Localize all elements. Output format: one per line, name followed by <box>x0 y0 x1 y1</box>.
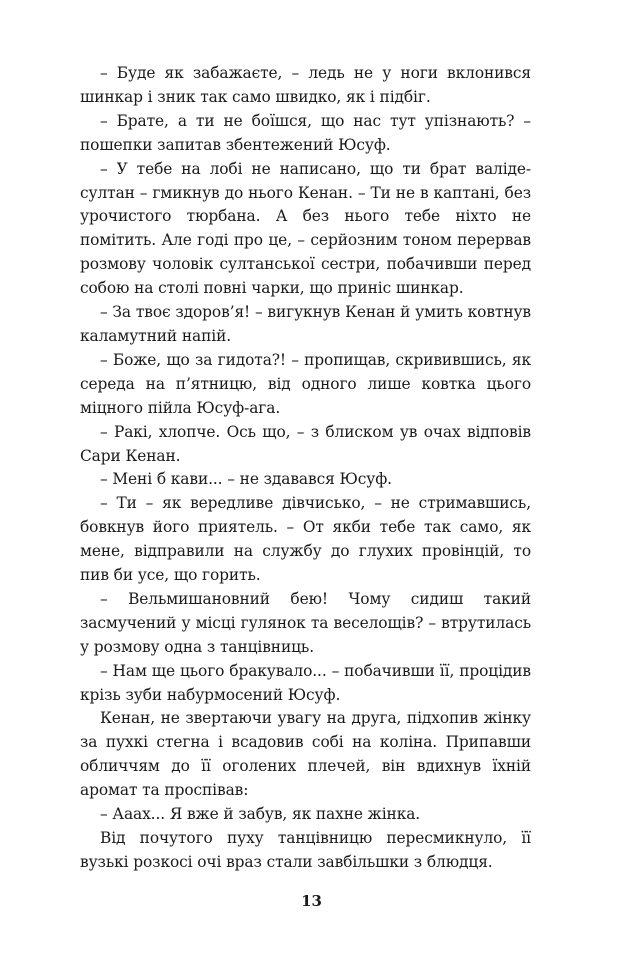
paragraph: – Буде як забажаєте, – ледь не у ноги вклонився шинкар і зник так само швидко, як і підбіг. <box>80 64 531 106</box>
paragraph: Кенан, не звертаючи увагу на друга, підхопив жінку за пухкі стегна і всадовив собі на коліна. Припавши обличчям до її оголених плечей, він вдихнув їхній аромат та проспівав: <box>80 709 531 800</box>
paragraph: – Ракі, хлопче. Ось що, – з блиском ув очах відповів Сари Кенан. <box>80 422 531 465</box>
paragraph: Від почутого пуху танцівницю пересмикнуло, її вузькі розкосі очі враз стали завбільшки з блюдця. <box>80 829 531 871</box>
paragraph: – Нам ще цього бракувало... – побачивши її, процідив крізь зуби набурмосений Юсуф. <box>80 661 531 704</box>
page-number: 13 <box>301 892 322 910</box>
paragraph: – Мені б кави... – не здавався Юсуф. <box>100 470 392 489</box>
paragraph: – За твоє здоров’я! – вигукнув Кенан й умить ковтнув каламутний напій. <box>80 303 531 345</box>
paragraph: – У тебе на лобі не написано, що ти брат валіде-султан – гмикнув до нього Кенан. – Ти не в каптані, без урочистого тюрбана. А без нього тебе ніхто не помітить. Але годі про це, – серйозним тоном перервав розмову чоловік султанської сестри, побачивши перед собою на столі повні чарки, що приніс шинкар. <box>80 159 531 298</box>
paragraph: – Ааах... Я вже й забув, як пахне жінка. <box>100 805 421 824</box>
paragraph: – Брате, а ти не боїшся, що нас тут упізнають? – пошепки запитав збентежений Юсуф. <box>80 111 531 154</box>
page-body <box>80 62 531 875</box>
paragraph: – Ти – як вередливе дівчисько, – не стримавшись, бовкнув його приятель. – От якби тебе так само, як мене, відправили на службу до глухих провінцій, то пив би усе, що горить. <box>80 494 531 585</box>
paragraph: – Боже, що за гидота?! – пропищав, скривившись, як середа на п’ятницю, від одного лише ковтка цього міцного пійла Юсуф-ага. <box>80 350 531 417</box>
paragraph: – Вельмишановний бею! Чому сидиш такий засмучений у місці гулянок та веселощів? – втрутилась у розмову одна з танцівниць. <box>80 589 531 656</box>
